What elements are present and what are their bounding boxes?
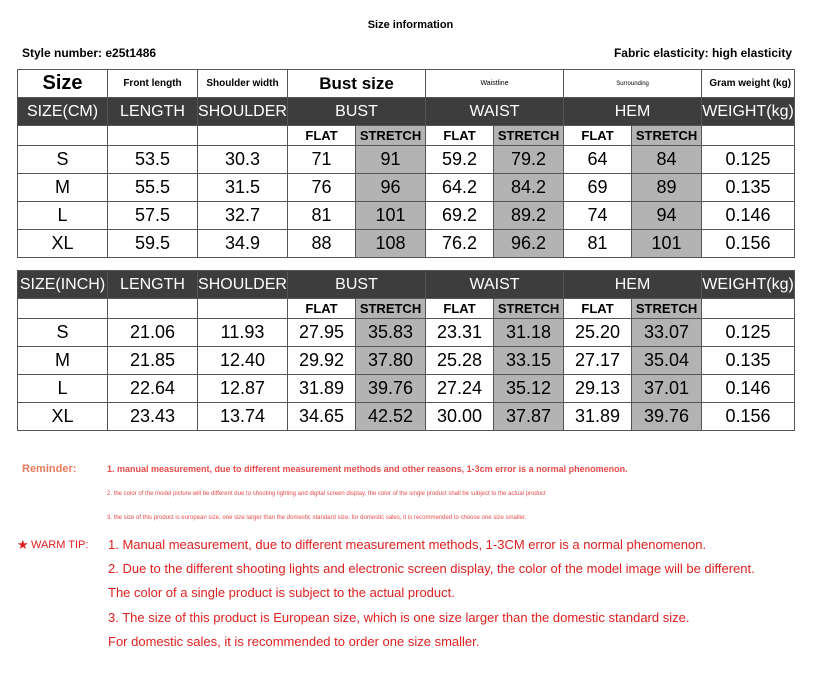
cell: 23.31: [426, 319, 494, 347]
hem-flat: FLAT: [564, 299, 632, 319]
cell: 37.80: [356, 347, 426, 375]
col-weight: WEIGHT(kg): [702, 271, 795, 299]
cell: 32.7: [198, 202, 288, 230]
size-table-inch: [17, 270, 795, 431]
cell: 35.83: [356, 319, 426, 347]
cell: 71: [288, 146, 356, 174]
cell: 84: [632, 146, 702, 174]
cell: 31.5: [198, 174, 288, 202]
cell: 91: [356, 146, 426, 174]
table-row: [18, 174, 795, 202]
cell: 89.2: [494, 202, 564, 230]
cell: 22.64: [108, 375, 198, 403]
waist-stretch: STRETCH: [494, 299, 564, 319]
cell: 37.87: [494, 403, 564, 431]
cell: 30.00: [426, 403, 494, 431]
bust-stretch: STRETCH: [356, 299, 426, 319]
cell: 74: [564, 202, 632, 230]
cell: 12.40: [198, 347, 288, 375]
table-row: [18, 347, 795, 375]
front-length-label: Front length: [108, 70, 198, 98]
col-weight: WEIGHT(kg): [702, 98, 795, 126]
col-waist: WAIST: [426, 271, 564, 299]
table-row: [18, 403, 795, 431]
cell: 84.2: [494, 174, 564, 202]
col-length: LENGTH: [108, 271, 198, 299]
cell: 64: [564, 146, 632, 174]
waist-flat: FLAT: [426, 299, 494, 319]
cell: 42.52: [356, 403, 426, 431]
cell: 76: [288, 174, 356, 202]
cell: 29.13: [564, 375, 632, 403]
shoulder-width-label: Shoulder width: [198, 70, 288, 98]
table-row: [18, 146, 795, 174]
cell: 34.65: [288, 403, 356, 431]
col-size: SIZE(CM): [18, 98, 108, 126]
cell: 21.85: [108, 347, 198, 375]
col-hem: HEM: [564, 98, 702, 126]
warm-tip-line-3: The color of a single product is subject to the actual product.: [108, 585, 455, 600]
col-length: LENGTH: [108, 98, 198, 126]
cell: M: [18, 347, 108, 375]
cell: XL: [18, 403, 108, 431]
cell: 0.146: [702, 202, 795, 230]
cell: 0.125: [702, 146, 795, 174]
cell: S: [18, 146, 108, 174]
table-row: [18, 319, 795, 347]
warm-tip-label: WARM TIP:: [31, 539, 89, 551]
reminder-line-2: 2. the color of the model picture will be different due to shooting lighting and digital screen display. the color of the single product shall be subject to the actual product: [107, 491, 546, 497]
cell: 64.2: [426, 174, 494, 202]
star-icon: ★: [17, 537, 29, 552]
cell: 96.2: [494, 230, 564, 258]
reminder-label: Reminder:: [22, 463, 77, 475]
waist-flat: FLAT: [426, 126, 494, 146]
size-table-cm: [17, 69, 795, 258]
size-label: Size: [18, 70, 108, 98]
cell: 81: [564, 230, 632, 258]
bust-stretch: STRETCH: [356, 126, 426, 146]
table-row: [18, 230, 795, 258]
cell: 21.06: [108, 319, 198, 347]
page-title: Size information: [367, 19, 454, 31]
cell: 0.135: [702, 347, 795, 375]
style-number: Style number: e25t1486: [22, 46, 157, 60]
cell: 69.2: [426, 202, 494, 230]
cell: S: [18, 319, 108, 347]
gram-weight-label: Gram weight (kg): [702, 70, 795, 98]
cell: 35.04: [632, 347, 702, 375]
warm-tip-line-2: 2. Due to the different shooting lights and electronic screen display, the color of the model image will be different.: [108, 561, 755, 576]
cell: 31.89: [564, 403, 632, 431]
cell: 94: [632, 202, 702, 230]
hem-flat: FLAT: [564, 126, 632, 146]
cell: 0.156: [702, 230, 795, 258]
cell: 53.5: [108, 146, 198, 174]
cell: 33.15: [494, 347, 564, 375]
cell: 37.01: [632, 375, 702, 403]
cell: 57.5: [108, 202, 198, 230]
cell: 59.5: [108, 230, 198, 258]
cell: 27.24: [426, 375, 494, 403]
reminder-line-1: 1. manual measurement, due to different measurement methods and other reasons, 1-3cm error is a normal phenomenon.: [107, 464, 628, 474]
cell: 96: [356, 174, 426, 202]
cell: L: [18, 375, 108, 403]
cell: 29.92: [288, 347, 356, 375]
warm-tip-line-5: For domestic sales, it is recommended to order one size smaller.: [108, 634, 480, 649]
cell: 0.156: [702, 403, 795, 431]
cell: 76.2: [426, 230, 494, 258]
cell: 11.93: [198, 319, 288, 347]
cell: 108: [356, 230, 426, 258]
cell: 31.18: [494, 319, 564, 347]
cell: 0.146: [702, 375, 795, 403]
cell: 81: [288, 202, 356, 230]
cell: 35.12: [494, 375, 564, 403]
col-waist: WAIST: [426, 98, 564, 126]
col-size: SIZE(INCH): [18, 271, 108, 299]
bust-flat: FLAT: [288, 126, 356, 146]
waistline-label: Waistline: [426, 70, 564, 98]
cell: 59.2: [426, 146, 494, 174]
col-shoulder: SHOULDER: [198, 271, 288, 299]
cell: 79.2: [494, 146, 564, 174]
surrounding-label: Surrounding: [564, 70, 702, 98]
col-hem: HEM: [564, 271, 702, 299]
warm-tip-line-4: 3. The size of this product is European size, which is one size larger than the domestic standard size.: [108, 610, 690, 625]
cell: 0.135: [702, 174, 795, 202]
cell: 39.76: [632, 403, 702, 431]
cell: 101: [356, 202, 426, 230]
cell: 31.89: [288, 375, 356, 403]
subheader-row: [18, 299, 795, 319]
cell: 25.28: [426, 347, 494, 375]
cell: 55.5: [108, 174, 198, 202]
cell: 101: [632, 230, 702, 258]
cell: L: [18, 202, 108, 230]
cell: 30.3: [198, 146, 288, 174]
bust-size-label: Bust size: [288, 70, 426, 98]
hem-stretch: STRETCH: [632, 299, 702, 319]
header-row: [18, 271, 795, 299]
cell: 88: [288, 230, 356, 258]
cell: 25.20: [564, 319, 632, 347]
cell: 33.07: [632, 319, 702, 347]
table-row: [18, 202, 795, 230]
fabric-elasticity: Fabric elasticity: high elasticity: [613, 46, 792, 60]
cell: 34.9: [198, 230, 288, 258]
table-row: [18, 375, 795, 403]
cell: XL: [18, 230, 108, 258]
reminder-line-3: 3. the size of this product is european size, one size larger than the domestic standard size. for domestic sales, it is recommended to choose one size smaller.: [107, 515, 527, 521]
cell: 13.74: [198, 403, 288, 431]
col-bust: BUST: [288, 271, 426, 299]
cell: 27.17: [564, 347, 632, 375]
cell: M: [18, 174, 108, 202]
cell: 12.87: [198, 375, 288, 403]
subheader-row: [18, 126, 795, 146]
cell: 27.95: [288, 319, 356, 347]
col-shoulder: SHOULDER: [198, 98, 288, 126]
cell: 0.125: [702, 319, 795, 347]
header-row: [18, 98, 795, 126]
bust-flat: FLAT: [288, 299, 356, 319]
warm-tip-line-1: 1. Manual measurement, due to different measurement methods, 1-3CM error is a normal phenomenon.: [108, 537, 707, 552]
cell: 89: [632, 174, 702, 202]
waist-stretch: STRETCH: [494, 126, 564, 146]
hem-stretch: STRETCH: [632, 126, 702, 146]
cell: 23.43: [108, 403, 198, 431]
col-bust: BUST: [288, 98, 426, 126]
cell: 39.76: [356, 375, 426, 403]
cell: 69: [564, 174, 632, 202]
